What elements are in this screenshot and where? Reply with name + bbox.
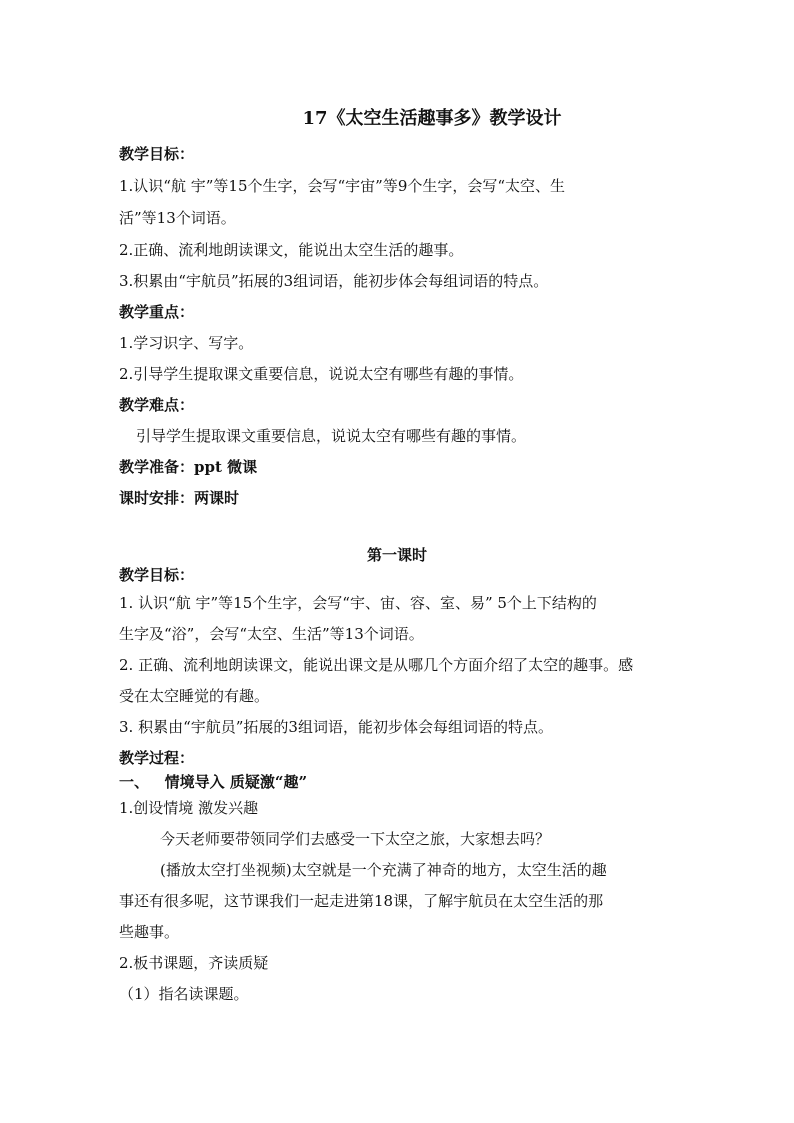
key-point-line: 2.引导学生提取课文重要信息，说说太空有哪些有趣的事情。 xyxy=(119,365,524,383)
goal-line: 3.积累由“宇航员”拓展的3组词语，能初步体会每组词语的特点。 xyxy=(119,272,549,290)
sub-step-line: （1）指名读课题。 xyxy=(119,985,249,1003)
lesson1-goal-line: 1. 认识“航 宇”等15个生字，会写“宇、宙、容、室、易” 5个上下结构的 xyxy=(119,594,597,612)
goal-line: 1.认识“航 宇”等15个生字，会写“宇宙”等9个生字，会写“太空、生 xyxy=(119,177,566,195)
lesson1-goal-line: 3. 积累由“宇航员”拓展的3组词语，能初步体会每组词语的特点。 xyxy=(119,718,553,736)
paragraph-line: 事还有很多呢，这节课我们一起走进第18课，了解宇航员在太空生活的那 xyxy=(119,892,604,910)
lesson-schedule: 课时安排：两课时 xyxy=(119,489,240,507)
lesson1-goal-line: 生字及“浴”，会写“太空、生活”等13个词语。 xyxy=(119,625,424,643)
goal-line: 2.正确、流利地朗读课文，能说出太空生活的趣事。 xyxy=(119,241,464,259)
key-points-heading: 教学重点： xyxy=(119,303,195,321)
goals-heading: 教学目标： xyxy=(119,145,195,163)
paragraph-line: (播放太空打坐视频)太空就是一个充满了神奇的地方，太空生活的趣 xyxy=(160,861,607,879)
goal-line: 活”等13个词语。 xyxy=(119,209,236,227)
section-heading: 一、 情境导入 质疑激“趣” xyxy=(119,773,308,791)
process-heading: 教学过程： xyxy=(119,749,195,767)
lesson1-goal-line: 受在太空睡觉的有趣。 xyxy=(119,687,270,705)
teaching-prep: 教学准备：ppt 微课 xyxy=(119,458,258,476)
paragraph-line: 今天老师要带领同学们去感受一下太空之旅，大家想去吗？ xyxy=(160,830,551,848)
lesson1-heading: 第一课时 xyxy=(366,546,427,564)
step-heading: 2.板书课题，齐读质疑 xyxy=(119,954,269,972)
paragraph-line: 些趣事。 xyxy=(119,923,180,941)
difficult-point-line: 引导学生提取课文重要信息，说说太空有哪些有趣的事情。 xyxy=(136,427,527,445)
difficult-points-heading: 教学难点： xyxy=(119,396,195,414)
key-point-line: 1.学习识字、写字。 xyxy=(119,334,254,352)
lesson1-goal-line: 2. 正确、流利地朗读课文，能说出课文是从哪几个方面介绍了太空的趣事。感 xyxy=(119,656,634,674)
step-heading: 1.创设情境 激发兴趣 xyxy=(119,799,259,817)
document-title: 17《太空生活趣事多》教学设计 xyxy=(302,108,562,129)
lesson1-goals-heading: 教学目标： xyxy=(119,566,195,584)
